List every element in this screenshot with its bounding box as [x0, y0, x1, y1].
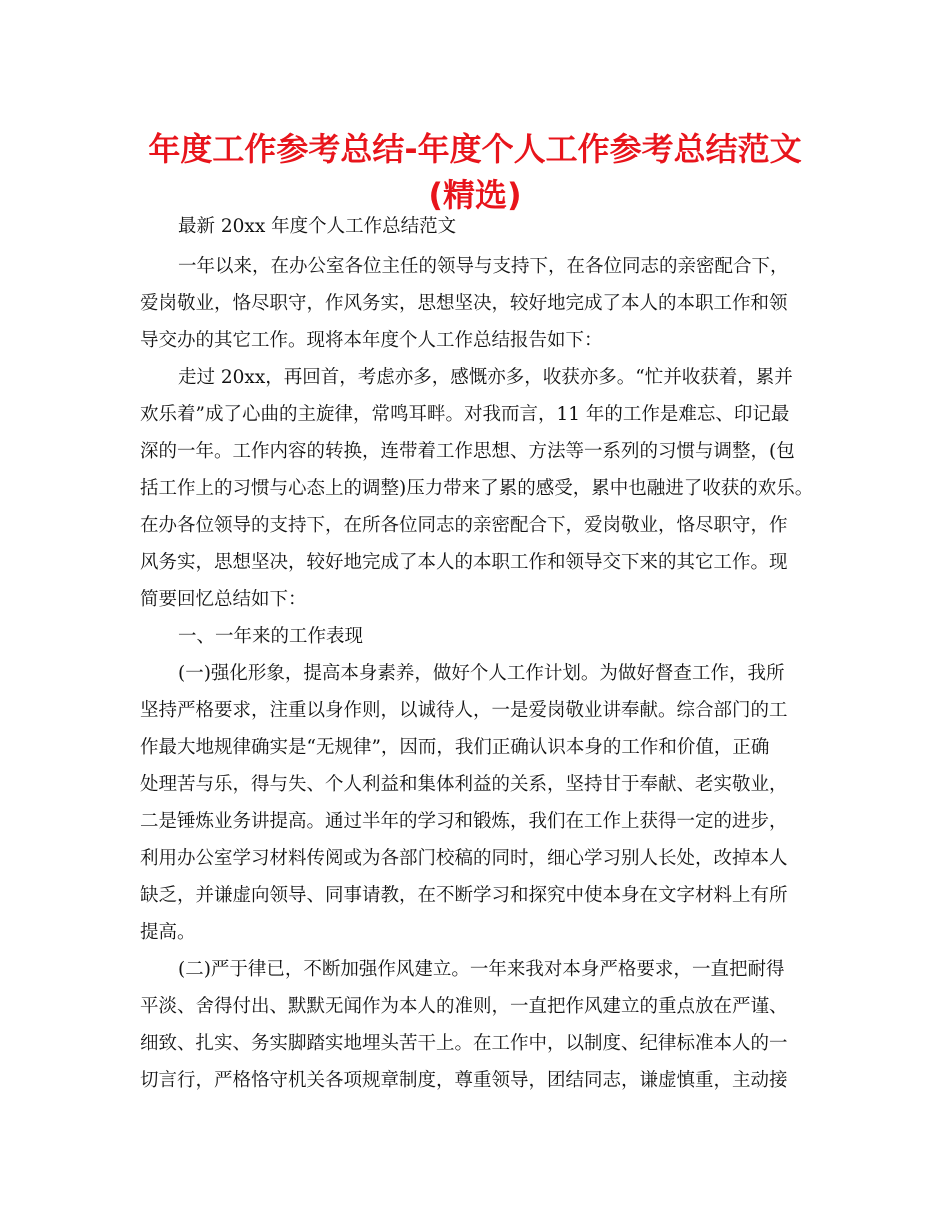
body-line: 风务实，思想坚决，较好地完成了本人的本职工作和领导交下来的其它工作。现 — [140, 552, 788, 573]
body-line: 平淡、舍得付出、默默无闻作为本人的准则，一直把作风建立的重点放在严谨、 — [140, 996, 788, 1017]
body-line: 坚持严格要求，注重以身作则，以诚待人，一是爱岗敬业讲奉献。综合部门的工 — [140, 700, 788, 721]
body-line: 括工作上的习惯与心态上的调整)压力带来了累的感受，累中也融进了收获的欢乐。 — [140, 478, 814, 499]
subtitle-line: 最新 20xx 年度个人工作总结范文 — [178, 216, 457, 237]
body-line: 二是锤炼业务讲提高。通过半年的学习和锻炼，我们在工作上获得一定的进步， — [140, 811, 788, 832]
body-line: 提高。 — [140, 922, 196, 943]
body-line: 利用办公室学习材料传阅或为各部门校稿的同时，细心学习别人长处，改掉本人 — [140, 848, 788, 869]
body-line: 切言行，严格恪守机关各项规章制度，尊重领导，团结同志，谦虚慎重，主动接 — [140, 1070, 788, 1091]
body-line: 简要回忆总结如下： — [140, 589, 307, 610]
body-line: 走过 20xx，再回首，考虑亦多，感慨亦多，收获亦多。“忙并收获着，累并 — [178, 367, 793, 388]
body-line: 缺乏，并谦虚向领导、同事请教，在不断学习和探究中使本身在文字材料上有所 — [140, 885, 788, 906]
body-line: 导交办的其它工作。现将本年度个人工作总结报告如下： — [140, 330, 603, 351]
section-heading: 一、一年来的工作表现 — [178, 626, 364, 647]
body-line: 在办各位领导的支持下，在所各位同志的亲密配合下，爱岗敬业，恪尽职守，作 — [140, 515, 788, 536]
body-line: 处理苦与乐，得与失、个人利益和集体利益的关系，坚持甘于奉献、老实敬业， — [140, 774, 788, 795]
body-line: 作最大地规律确实是“无规律”，因而，我们正确认识本身的工作和价值，正确 — [140, 737, 770, 758]
body-line: (一)强化形象，提高本身素养，做好个人工作计划。为做好督查工作，我所 — [178, 663, 785, 684]
document-title-line1: 年度工作参考总结-年度个人工作参考总结范文 — [148, 130, 802, 168]
body-line: 欢乐着”成了心曲的主旋律，常鸣耳畔。对我而言，11 年的工作是难忘、印记最 — [140, 404, 790, 425]
body-line: (二)严于律已，不断加强作风建立。一年来我对本身严格要求，一直把耐得 — [178, 959, 785, 980]
body-line: 深的一年。工作内容的转换，连带着工作思想、方法等一系列的习惯与调整，(包 — [140, 441, 795, 462]
body-line: 爱岗敬业，恪尽职守，作风务实，思想坚决，较好地完成了本人的本职工作和领 — [140, 293, 788, 314]
document-title-line2: (精选) — [428, 176, 522, 214]
body-line: 细致、扎实、务实脚踏实地埋头苦干上。在工作中，以制度、纪律标准本人的一 — [140, 1033, 788, 1054]
body-line: 一年以来，在办公室各位主任的领导与支持下，在各位同志的亲密配合下， — [178, 256, 789, 277]
